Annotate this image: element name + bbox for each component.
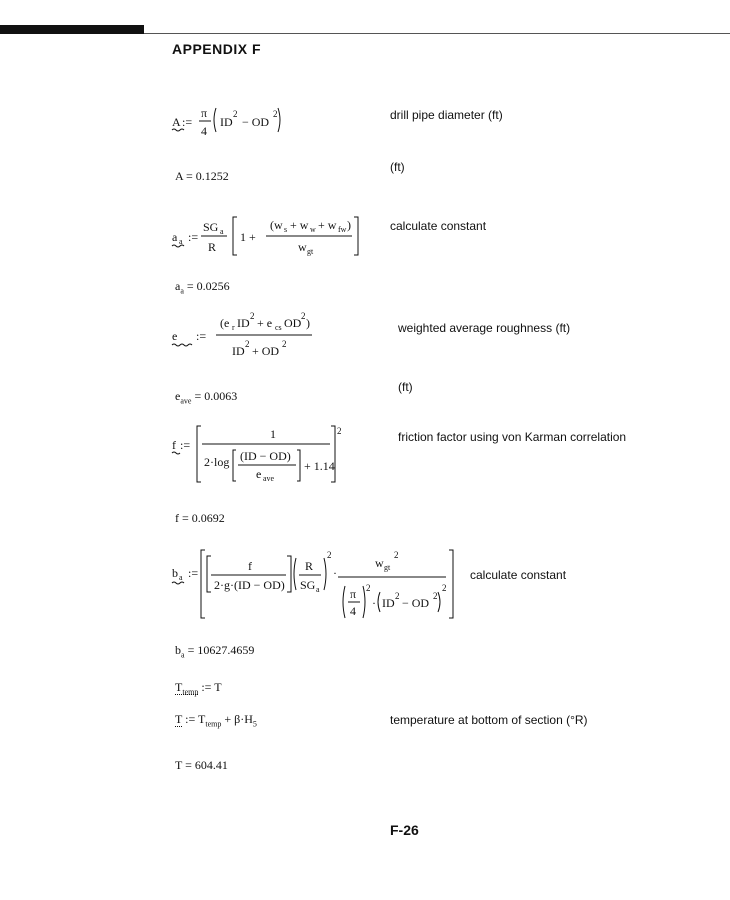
svg-text:e: e — [172, 329, 178, 343]
svg-text:f: f — [248, 559, 252, 573]
page-number: F-26 — [390, 822, 419, 838]
svg-text:a: a — [220, 227, 224, 236]
result-ba: $b_a = 10627.4659$ — [175, 643, 255, 660]
svg-text:(ID − OD): (ID − OD) — [240, 449, 291, 463]
svg-text:a: a — [179, 573, 183, 582]
result-ba-value: = 10627.4659 — [187, 643, 255, 657]
svg-text:s: s — [284, 225, 288, 234]
note-area-unit: (ft) — [390, 160, 405, 174]
svg-text:gt: gt — [384, 563, 391, 572]
svg-text:w: w — [375, 556, 384, 570]
t-symbol: T — [175, 712, 183, 726]
t-rhs-sub: 5 — [252, 719, 257, 729]
svg-text:2: 2 — [433, 591, 438, 601]
svg-text:2: 2 — [442, 583, 447, 593]
note-constant-b: calculate constant — [470, 568, 567, 582]
svg-text:·: · — [372, 596, 376, 610]
svg-text:4: 4 — [201, 124, 207, 138]
svg-text:ID: ID — [382, 596, 395, 610]
result-A: A = 0.1252 — [175, 169, 229, 183]
svg-text:2: 2 — [282, 339, 287, 349]
svg-text:2: 2 — [245, 339, 250, 349]
note-friction: friction factor using von Karman correlation — [398, 430, 627, 444]
note-roughness: weighted average roughness (ft) — [398, 321, 571, 335]
svg-text:1 +: 1 + — [240, 230, 256, 244]
svg-text:w: w — [310, 225, 316, 234]
svg-text:π: π — [201, 106, 208, 120]
svg-text:2: 2 — [337, 426, 342, 436]
equation-constant-b — [170, 546, 465, 626]
svg-text:e: e — [256, 467, 262, 481]
svg-text::=: := — [196, 329, 207, 343]
svg-text:2·log: 2·log — [204, 455, 230, 469]
svg-text:A: A — [172, 115, 181, 129]
svg-text:b: b — [172, 566, 178, 580]
svg-text:(e: (e — [220, 316, 230, 330]
svg-text:R: R — [305, 559, 314, 573]
svg-text:a: a — [172, 230, 178, 244]
svg-text:+ w: + w — [318, 218, 337, 232]
svg-text:SG: SG — [203, 220, 219, 234]
svg-text:4: 4 — [350, 604, 356, 618]
svg-text:a: a — [179, 237, 183, 246]
header-bar — [0, 25, 144, 34]
svg-text::=: := — [182, 115, 193, 129]
svg-text:ID: ID — [237, 316, 250, 330]
note-area: drill pipe diameter (ft) — [390, 108, 503, 122]
svg-text:2: 2 — [301, 311, 306, 321]
svg-text:ID: ID — [220, 115, 233, 129]
svg-text:fw: fw — [338, 225, 347, 234]
svg-text:·: · — [333, 566, 337, 580]
appendix-title: APPENDIX F — [172, 41, 262, 57]
svg-text:SG: SG — [300, 578, 316, 592]
result-aa-value: = 0.0256 — [186, 279, 230, 293]
equation-roughness — [170, 308, 320, 364]
svg-text:OD: OD — [284, 316, 302, 330]
svg-text:2·g·(ID − OD): 2·g·(ID − OD) — [214, 578, 285, 592]
svg-text::=: := — [188, 230, 199, 244]
ttemp-symbol: $T_{temp}$ — [175, 680, 199, 697]
svg-text:(w: (w — [270, 218, 283, 232]
equation-temperature: T := $T_{temp} + \beta\cdot H_5$ — [175, 712, 257, 729]
svg-text:cs: cs — [275, 323, 282, 332]
note-roughness-unit: (ft) — [398, 380, 413, 394]
svg-text:π: π — [350, 587, 357, 601]
note-temperature: temperature at bottom of section (°R) — [390, 713, 588, 727]
svg-text:f: f — [172, 438, 176, 452]
result-T: T = 604.41 — [175, 758, 228, 772]
equation-area — [170, 100, 320, 142]
equation-ttemp — [175, 680, 222, 696]
header-rule — [144, 33, 730, 34]
equation-friction — [170, 422, 360, 486]
svg-text:1: 1 — [270, 427, 276, 441]
svg-text:2: 2 — [233, 109, 238, 119]
t-rhs: + β·H — [224, 712, 253, 726]
svg-text:2: 2 — [273, 109, 278, 119]
svg-text:ID: ID — [232, 344, 245, 358]
svg-text:w: w — [298, 240, 307, 254]
svg-text::=: := — [180, 438, 191, 452]
svg-text::=: := — [188, 566, 199, 580]
svg-text:2: 2 — [395, 591, 400, 601]
svg-text:2: 2 — [250, 311, 255, 321]
svg-text:+ w: + w — [290, 218, 309, 232]
svg-text:R: R — [208, 240, 217, 254]
svg-text:+ OD: + OD — [252, 344, 280, 358]
equation-constant-a — [170, 205, 360, 261]
svg-text:+ e: + e — [257, 316, 273, 330]
result-f: f = 0.0692 — [175, 511, 225, 525]
svg-text:r: r — [232, 323, 235, 332]
svg-text:− OD: − OD — [242, 115, 270, 129]
svg-text:+ 1.14: + 1.14 — [304, 459, 335, 473]
svg-text:2: 2 — [327, 550, 332, 560]
svg-text:2: 2 — [394, 550, 399, 560]
result-eave: $e_{ave} = 0.0063$ — [175, 389, 238, 406]
note-constant-a: calculate constant — [390, 219, 487, 233]
result-eave-value: = 0.0063 — [194, 389, 238, 403]
svg-text:ave: ave — [263, 474, 275, 483]
svg-text:): ) — [347, 218, 351, 232]
svg-text:− OD: − OD — [402, 596, 430, 610]
svg-text:a: a — [316, 585, 320, 594]
svg-text:): ) — [306, 316, 310, 330]
result-aa: $a_a = 0.0256$ — [175, 279, 230, 296]
svg-text:gt: gt — [307, 247, 314, 256]
ttemp-assign: := T — [201, 680, 222, 694]
svg-text:2: 2 — [366, 583, 371, 593]
